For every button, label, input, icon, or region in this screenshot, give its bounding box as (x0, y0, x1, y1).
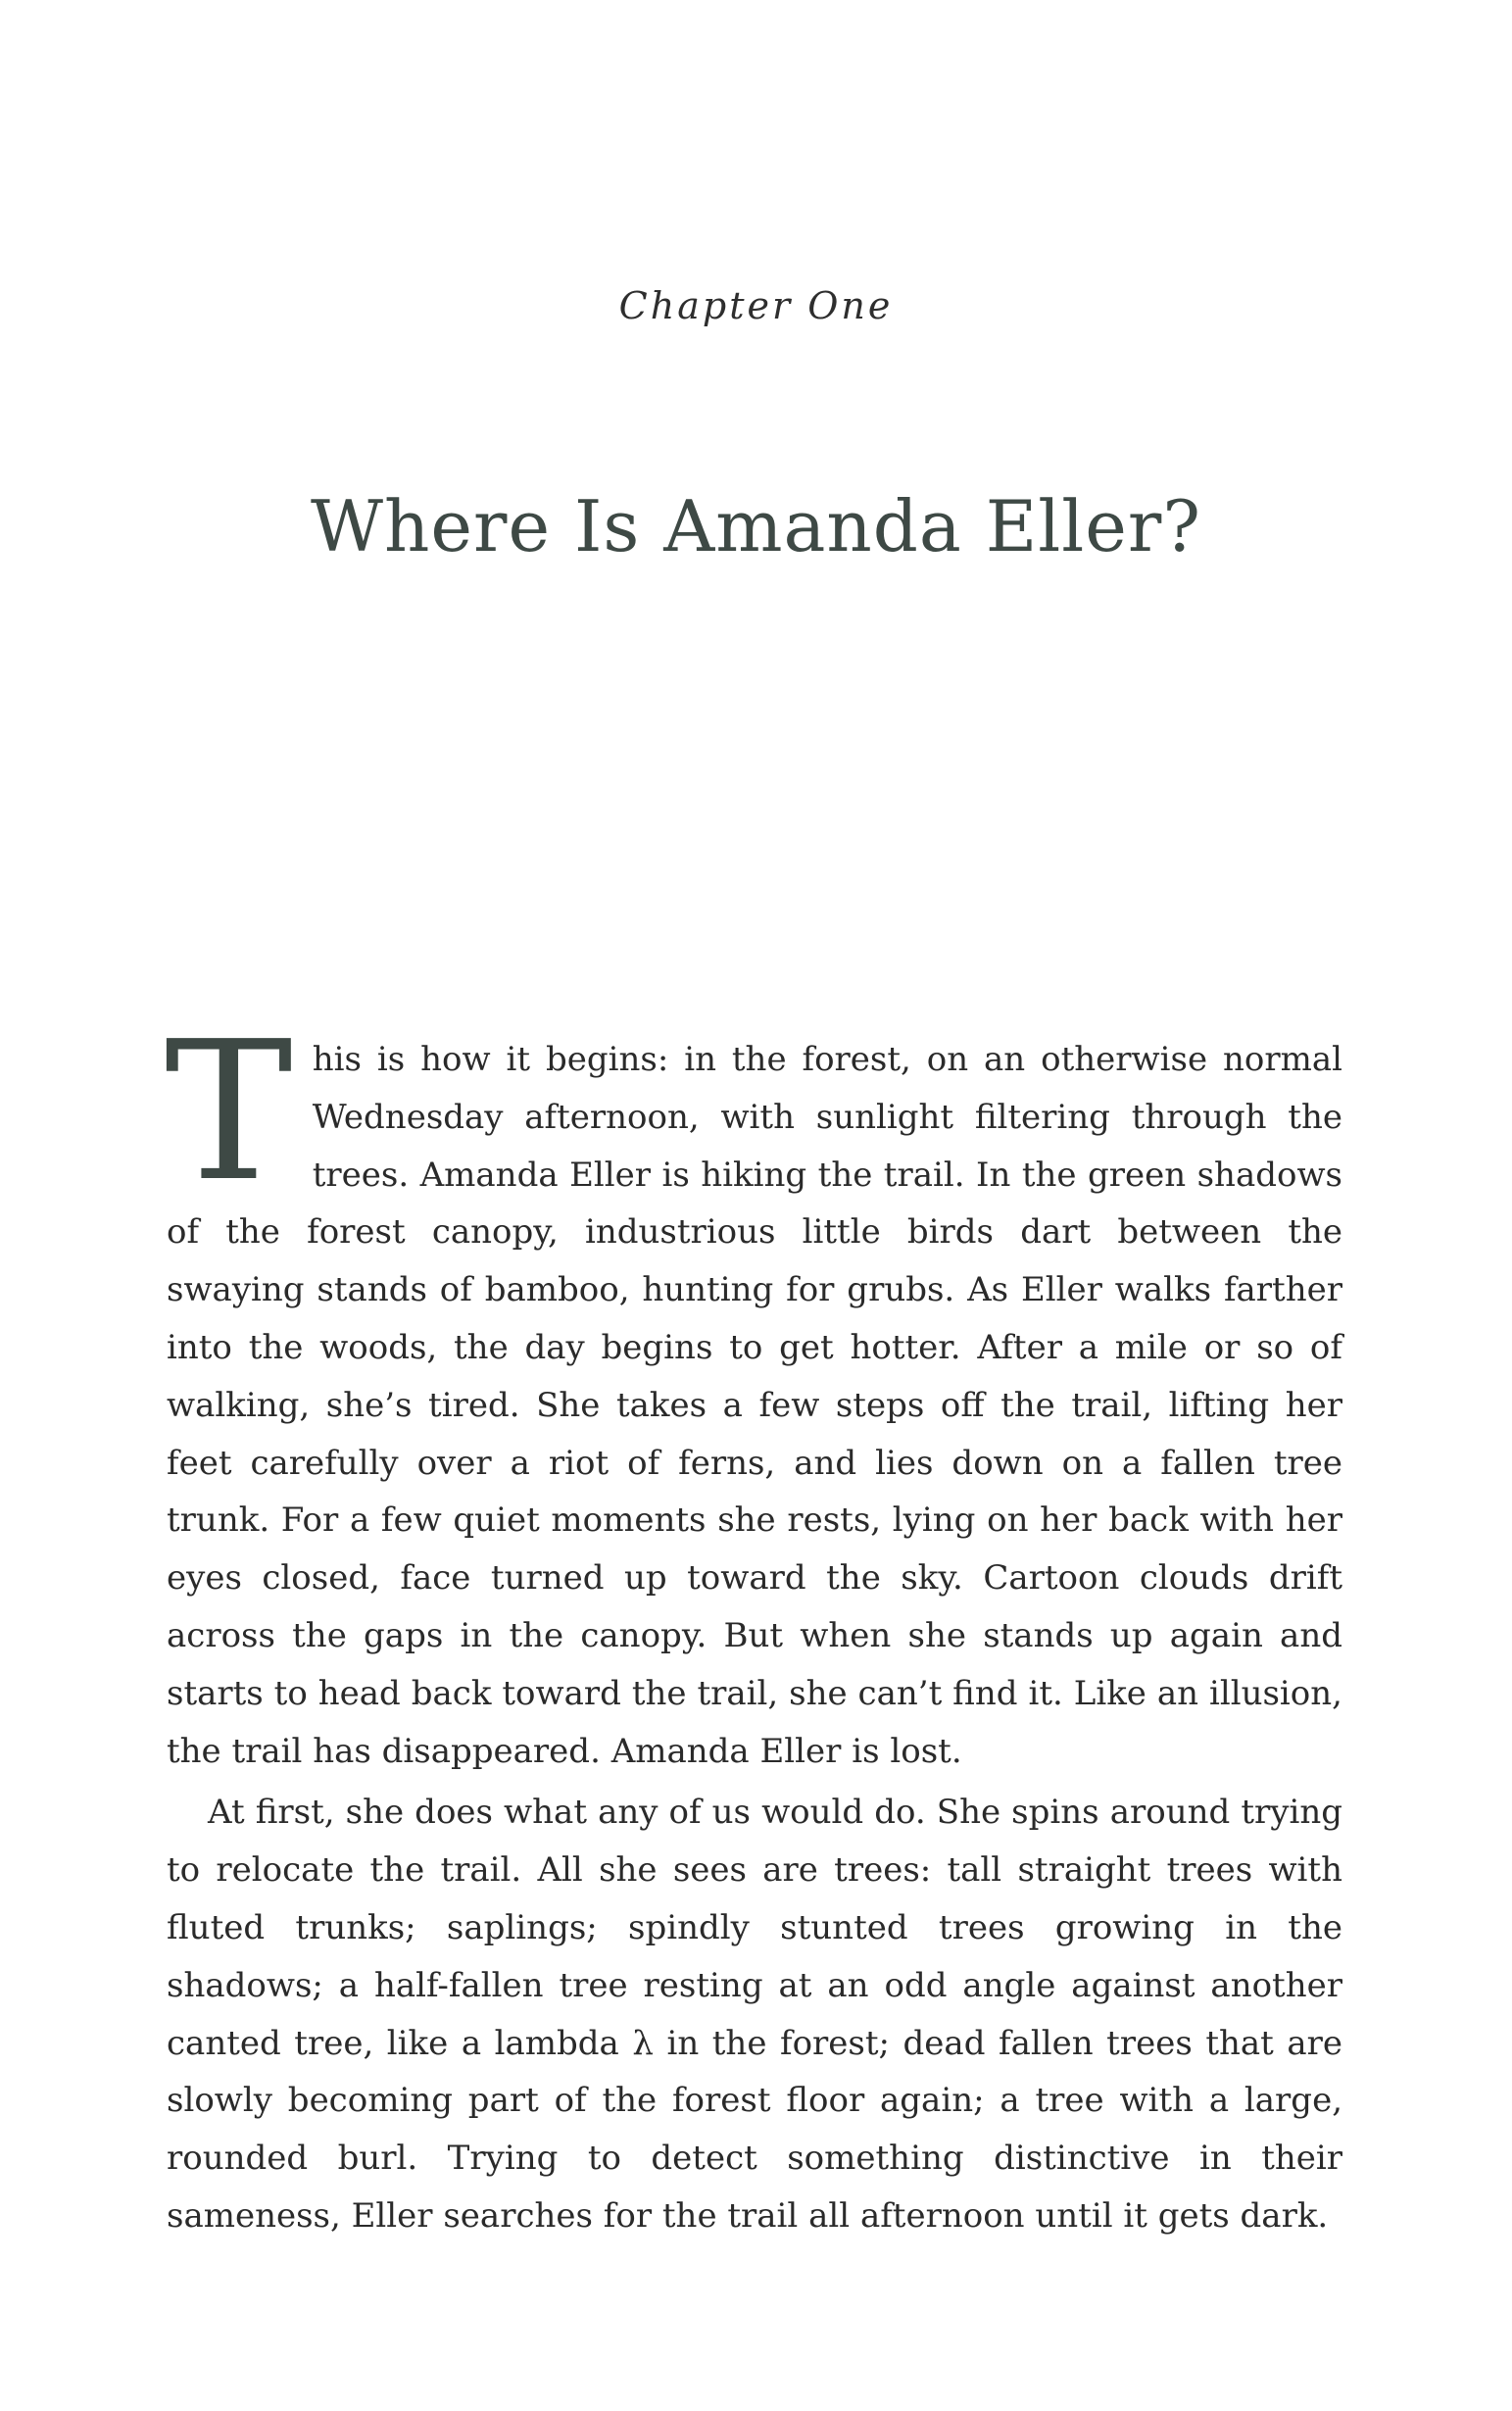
paragraph-1-text: his is how it begins: in the forest, on an otherwise normal Wednesday afternoon, with sunlight filtering through the trees. Amanda Eller is hiking the trail. In the green shadows of the forest canopy, industrious little birds dart between the swaying stands of bamboo, hunting for grubs. As Eller walks farther into the woods, the day begins to get hotter. After a mile or so of walking, she’s tired. She takes a few steps off the trail, lifting her feet carefully over a riot of ferns, and lies down on a fallen tree trunk. For a few quiet moments she rests, lying on her back with her eyes closed, face turned up toward the sky. Cartoon clouds drift across the gaps in the canopy. But when she stands up again and starts to head back toward the trail, she can’t find it. Like an illusion, the trail has disappeared. Amanda Eller is lost. (167, 1040, 1342, 1771)
chapter-title: Where Is Amanda Eller? (311, 485, 1201, 567)
chapter-body (165, 1001, 1342, 2245)
chapter-label: Chapter One (618, 284, 894, 327)
paragraph-2: At first, she does what any of us would do. She spins around trying to relocate the trail. All she sees are trees: tall straight trees with fluted trunks; saplings; spindly stunted trees growing in the shadows; a half-fallen tree resting at an odd angle against another canted tree, like a lambda λ in the forest; dead fallen trees that are slowly becoming part of the forest floor again; a tree with a large, rounded burl. Trying to detect something distinctive in their sameness, Eller searches for the trail all afternoon until it gets dark. (167, 1793, 1342, 2236)
paragraph-1 (165, 1001, 1342, 1780)
drop-cap: T (165, 1001, 293, 1224)
